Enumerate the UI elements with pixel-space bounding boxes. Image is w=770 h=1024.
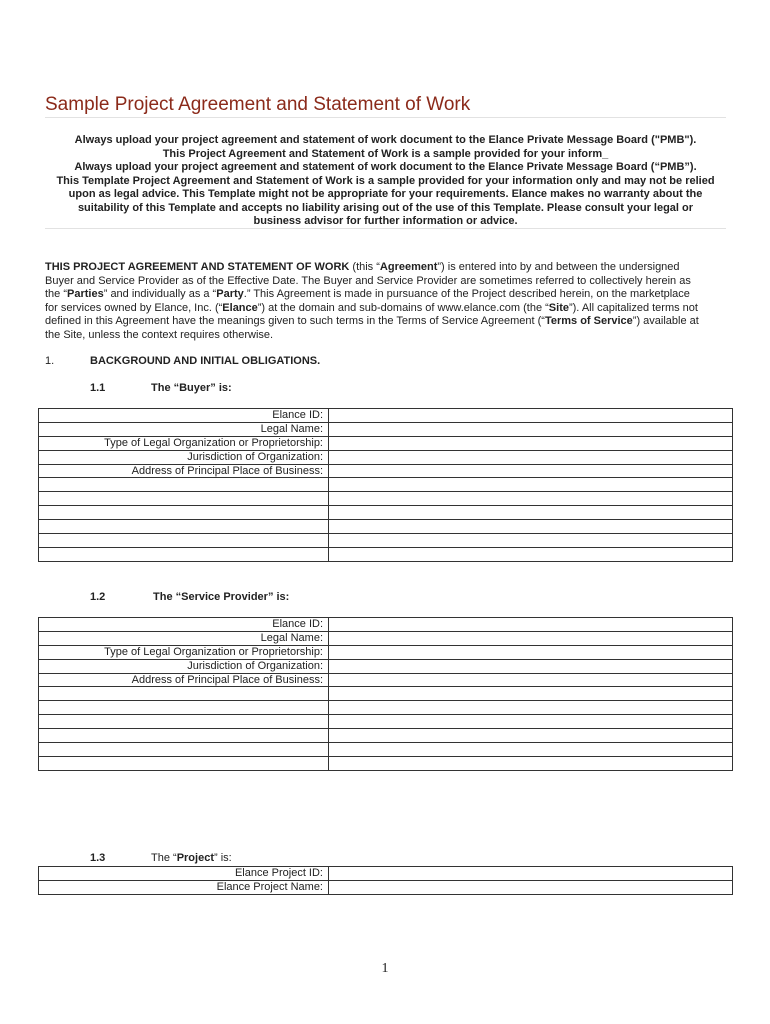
blank-cell[interactable] <box>39 729 329 743</box>
service-provider-heading: The “Service Provider” is: <box>153 591 290 603</box>
buyer-address-line[interactable] <box>329 547 733 561</box>
table-row <box>39 715 733 729</box>
buyer-address-line[interactable] <box>329 506 733 520</box>
section-number: 1. <box>45 355 55 367</box>
intro-term: Site <box>548 301 569 314</box>
heading-term: Project <box>176 852 214 864</box>
blank-cell[interactable] <box>39 534 329 548</box>
field-label: Elance ID: <box>39 618 329 632</box>
table-row <box>39 867 733 881</box>
buyer-address-field[interactable] <box>329 464 733 478</box>
provider-address-line[interactable] <box>329 687 733 701</box>
intro-term: Agreement <box>379 261 438 273</box>
table-row <box>39 506 733 520</box>
subsection-number: 1.2 <box>90 591 106 603</box>
table-row <box>39 492 733 506</box>
table-row <box>39 880 733 894</box>
blank-cell[interactable] <box>39 715 329 729</box>
intro-term: Party <box>216 288 244 300</box>
field-label: Elance ID: <box>39 409 329 423</box>
table-row <box>39 464 733 478</box>
intro-text: (this “ <box>349 261 380 273</box>
notice-line: This Project Agreement and Statement of Work is a sample provided for your inform_ <box>162 147 609 160</box>
field-label: Jurisdiction of Organization: <box>39 659 329 673</box>
intro-term: Parties <box>67 288 104 300</box>
notice-divider <box>45 228 726 229</box>
intro-text: defined in this Agreement have the meanings given to such terms in the Terms of Service Agreement (“ <box>45 315 545 327</box>
table-row <box>39 520 733 534</box>
table-row <box>39 631 733 645</box>
buyer-legal-name-field[interactable] <box>329 422 733 436</box>
project-name-field[interactable] <box>329 880 733 894</box>
table-row <box>39 645 733 659</box>
intro-term: Elance <box>222 301 258 314</box>
provider-elance-id-field[interactable] <box>329 618 733 632</box>
buyer-heading: The “Buyer” is: <box>151 382 232 394</box>
field-label: Type of Legal Organization or Proprietorship: <box>39 436 329 450</box>
page-number: 1 <box>381 961 389 976</box>
blank-cell[interactable] <box>39 687 329 701</box>
section-heading: BACKGROUND AND INITIAL OBLIGATIONS. <box>90 355 321 367</box>
notice-line: Always upload your project agreement and statement of work document to the Elance Private Message Board ("PMB"). <box>74 134 697 146</box>
buyer-address-line[interactable] <box>329 534 733 548</box>
table-row <box>39 450 733 464</box>
intro-paragraph <box>45 261 729 342</box>
intro-text: Buyer and Service Provider as of the Effective Date. The Buyer and Service Provider are sometimes referred to collectively herein as <box>45 274 691 287</box>
notice-line: upon as legal advice. This Template might not be appropriate for your requirements. Elance makes no warranty about the <box>68 188 703 200</box>
notice-line: business advisor for further information or advice. <box>253 215 518 227</box>
provider-organization-type-field[interactable] <box>329 645 733 659</box>
title-divider <box>45 117 726 118</box>
table-row <box>39 756 733 770</box>
intro-text: for services owned by Elance, Inc. (“ <box>45 301 223 314</box>
provider-address-line[interactable] <box>329 743 733 757</box>
buyer-address-line[interactable] <box>329 478 733 492</box>
project-heading <box>151 852 232 864</box>
buyer-address-line[interactable] <box>329 492 733 506</box>
blank-cell[interactable] <box>39 506 329 520</box>
table-row <box>39 409 733 423</box>
provider-address-line[interactable] <box>329 701 733 715</box>
buyer-address-line[interactable] <box>329 520 733 534</box>
intro-text: ”) is entered into by and between the undersigned <box>437 261 680 273</box>
service-provider-table <box>38 617 733 771</box>
intro-text: the “ <box>45 288 68 300</box>
table-row <box>39 478 733 492</box>
buyer-elance-id-field[interactable] <box>329 409 733 423</box>
subsection-number: 1.3 <box>90 852 106 864</box>
blank-cell[interactable] <box>39 547 329 561</box>
buyer-table <box>38 408 733 562</box>
field-label: Legal Name: <box>39 631 329 645</box>
provider-legal-name-field[interactable] <box>329 631 733 645</box>
table-row <box>39 422 733 436</box>
blank-cell[interactable] <box>39 478 329 492</box>
table-row <box>39 687 733 701</box>
buyer-jurisdiction-field[interactable] <box>329 450 733 464</box>
subsection-number: 1.1 <box>90 382 106 394</box>
intro-text: the Site, unless the context requires otherwise. <box>45 328 274 341</box>
table-row <box>39 618 733 632</box>
intro-term: Terms of Service <box>544 315 633 327</box>
intro-text: ”) available at <box>632 315 699 327</box>
notice-line: Always upload your project agreement and statement of work document to the Elance Private Message Board (“PMB”). <box>74 161 697 173</box>
blank-cell[interactable] <box>39 492 329 506</box>
page-title: Sample Project Agreement and Statement of Work <box>45 94 471 115</box>
heading-text: The “ <box>151 852 177 864</box>
provider-address-line[interactable] <box>329 729 733 743</box>
blank-cell[interactable] <box>39 743 329 757</box>
table-row <box>39 534 733 548</box>
table-row <box>39 701 733 715</box>
field-label: Elance Project Name: <box>39 880 329 894</box>
field-label: Jurisdiction of Organization: <box>39 450 329 464</box>
field-label: Address of Principal Place of Business: <box>39 673 329 687</box>
buyer-organization-type-field[interactable] <box>329 436 733 450</box>
field-label: Address of Principal Place of Business: <box>39 464 329 478</box>
blank-cell[interactable] <box>39 520 329 534</box>
table-row <box>39 659 733 673</box>
table-row <box>39 729 733 743</box>
provider-address-line[interactable] <box>329 756 733 770</box>
table-row <box>39 673 733 687</box>
blank-cell[interactable] <box>39 756 329 770</box>
table-row <box>39 547 733 561</box>
heading-text: ” is: <box>213 852 232 864</box>
intro-heading: THIS PROJECT AGREEMENT AND STATEMENT OF WORK <box>45 261 350 273</box>
upload-notice <box>45 134 726 229</box>
intro-text: ”) at the domain and sub-domains of www.elance.com (the “ <box>257 301 549 314</box>
intro-text: .” This Agreement is made in pursuance of the Project described herein, on the marketplace <box>243 288 690 300</box>
field-label: Legal Name: <box>39 422 329 436</box>
table-row <box>39 436 733 450</box>
notice-line: This Template Project Agreement and Statement of Work is a sample provided for your information only and may not be relied <box>56 174 715 187</box>
project-id-field[interactable] <box>329 867 733 881</box>
intro-text: ” and individually as a “ <box>103 288 217 300</box>
provider-jurisdiction-field[interactable] <box>329 659 733 673</box>
provider-address-line[interactable] <box>329 715 733 729</box>
notice-line: suitability of this Template and accepts no liability arising out of the use of this Template. Please consult your legal or <box>77 201 694 214</box>
table-row <box>39 743 733 757</box>
intro-text: ”). All capitalized terms not <box>568 301 698 314</box>
provider-address-field[interactable] <box>329 673 733 687</box>
field-label: Elance Project ID: <box>39 867 329 881</box>
blank-cell[interactable] <box>39 701 329 715</box>
project-table <box>38 866 733 895</box>
field-label: Type of Legal Organization or Proprietorship: <box>39 645 329 659</box>
